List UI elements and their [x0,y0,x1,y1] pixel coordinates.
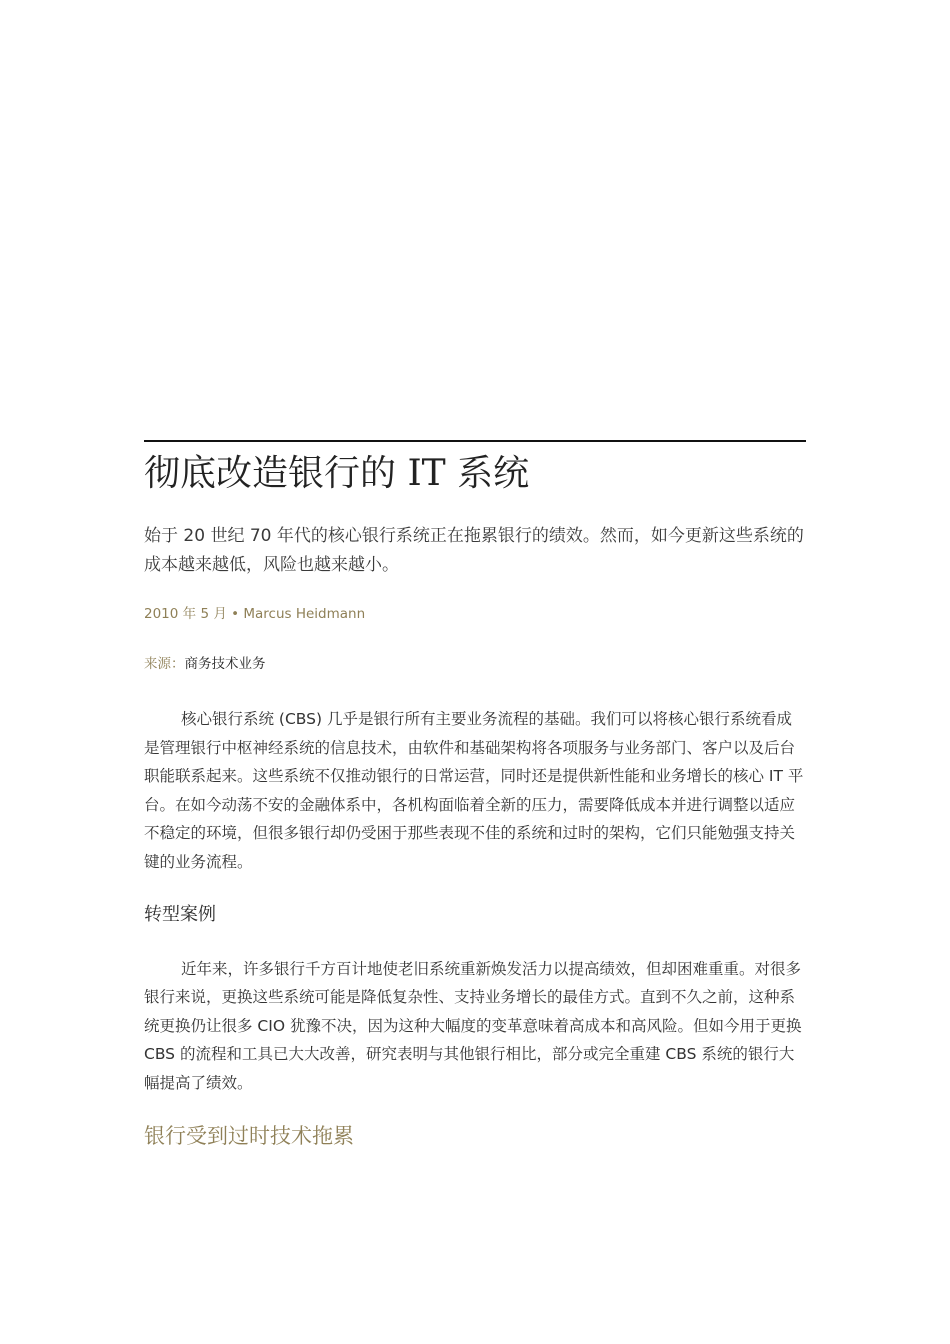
body-paragraph-1: 核心银行系统 (CBS) 几乎是银行所有主要业务流程的基础。我们可以将核心银行系统看成是管理银行中枢神经系统的信息技术，由软件和基础架构将各项服务与业务部门、客户以及后台职能联系起来。这些系统不仅推动银行的日常运营，同时还是提供新性能和业务增长的核心 IT 平台。在如今动荡不安的金融体系中，各机构面临着全新的压力，需要降低成本并进行调整以适应不稳定的环境，但很多银行却仍受困于那些表现不佳的系统和过时的架构，它们只能勉强支持关键的业务流程。 [144,710,804,871]
title-rule [144,440,806,442]
article [144,440,806,1152]
section-heading: 转型案例 [144,903,216,925]
article-source [144,654,806,674]
article-subtitle: 始于 20 世纪 70 年代的核心银行系统正在拖累银行的绩效。然而，如今更新这些系统的成本越来越低，风险也越来越小。 [144,526,804,575]
subsection-heading: 银行受到过时技术拖累 [144,1123,354,1148]
source-label: 来源： [144,656,185,672]
source-value: 商务技术业务 [184,656,266,672]
article-byline: 2010 年 5 月 • Marcus Heidmann [144,606,366,622]
article-title: 彻底改造银行的 IT 系统 [144,453,530,494]
body-paragraph-2: 近年来，许多银行千方百计地使老旧系统重新焕发活力以提高绩效，但却困难重重。对很多银行来说，更换这些系统可能是降低复杂性、支持业务增长的最佳方式。直到不久之前，这种系统更换仍让很多 CIO 犹豫不决，因为这种大幅度的变革意味着高成本和高风险。但如今用于更换 CBS 的流程和工具已大大改善，研究表明与其他银行相比，部分或完全重建 CBS 系统的银行大幅提高了绩效。 [144,959,802,1092]
